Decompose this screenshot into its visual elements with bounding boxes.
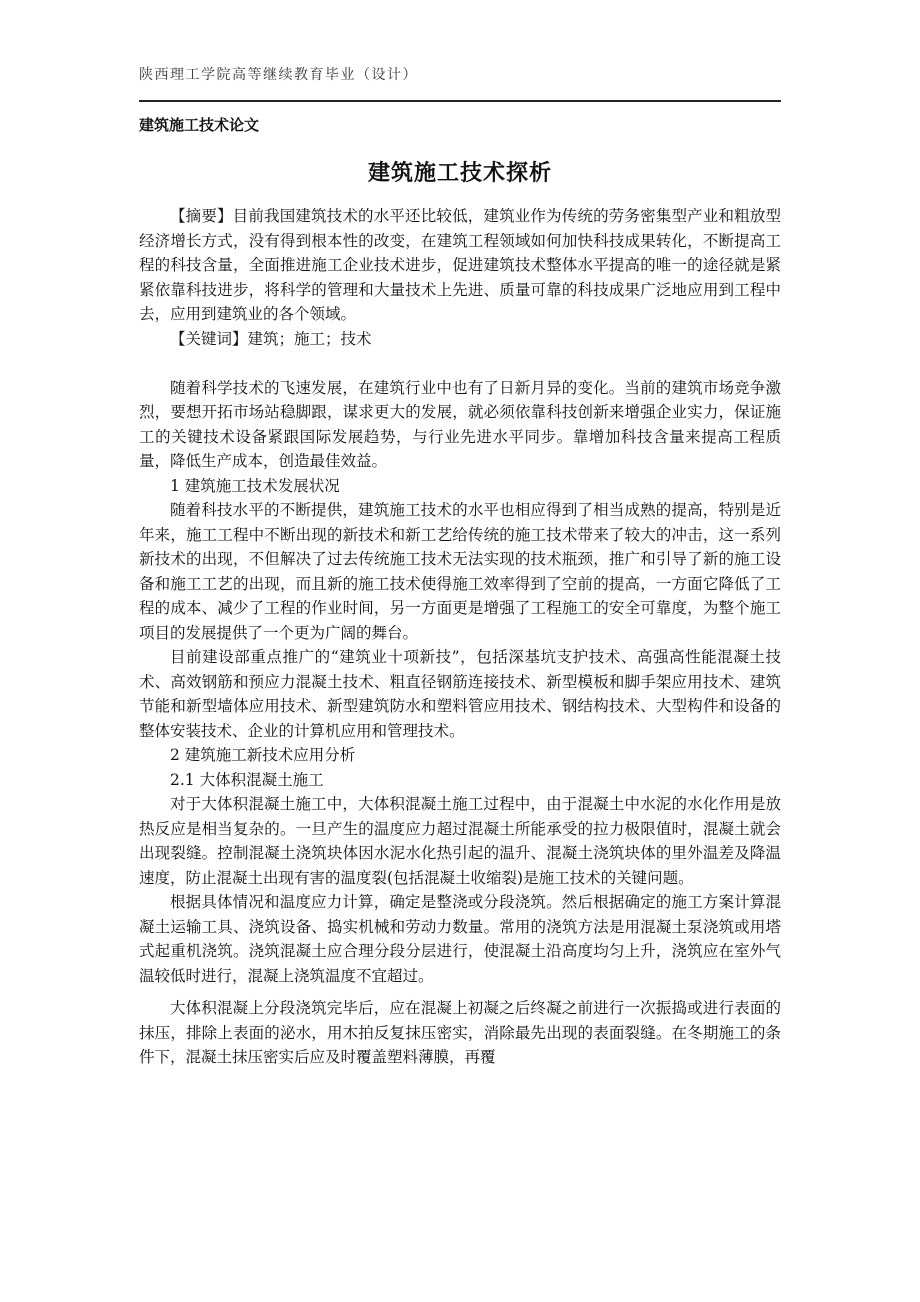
section-1-heading: 1 建筑施工技术发展状况 (170, 476, 340, 495)
section-1-paragraph: 随着科技水平的不断提供，建筑施工技术的水平也相应得到了相当成熟的提高，特别是近年来，施工工程中不断出现的新技术和新工艺给传统的施工技术带来了较大的冲击，这一系列新技术的出现，不但解决了过去传统施工技术无法实现的技术瓶颈，推广和引导了新的施工设备和施工工艺的出现，而且新的施工技术使得施工效率得到了空前的提高，一方面它降低了工程的成本、减少了工程的作业时间，另一方面更是增强了工程施工的安全可靠度，为整个施工项目的发展提供了一个更为广阔的舞台。 (139, 501, 781, 642)
document-category: 建筑施工技术论文 (139, 116, 260, 134)
abstract-paragraph: 【摘要】目前我国建筑技术的水平还比较低，建筑业作为传统的劳务密集型产业和粗放型经济增长方式，没有得到根本性的改变，在建筑工程领域如何加快科技成果转化，不断提高工程的科技含量，全面推进施工企业技术进步，促进建筑技术整体水平提高的唯一的途径就是紧紧依靠科技进步，将科学的管理和大量技术上先进、质量可靠的科技成果广泛地应用到工程中去，应用到建筑业的各个领域。 (139, 207, 781, 323)
document-body (139, 204, 781, 1070)
section-2-1-paragraph: 根据具体情况和温度应力计算，确定是整浇或分段浇筑。然后根据确定的施工方案计算混凝土运输工具、浇筑设备、捣实机械和劳动力数量。常用的浇筑方法是用混凝土泵浇筑或用塔式起重机浇筑。浇筑混凝土应合理分段分层进行，使混凝土沿高度均匀上升，浇筑应在室外气温较低时进行，混凝上浇筑温度不宜超过。 (139, 893, 781, 985)
section-1-paragraph: 目前建设部重点推广的“建筑业十项新技”，包括深基坑支护技术、高强高性能混凝土技术、高效钢筋和预应力混凝土技术、粗直径钢筋连接技术、新型模板和脚手架应用技术、建筑节能和新型墙体应用技术、新型建筑防水和塑料管应用技术、钢结构技术、大型构件和设备的整体安装技术、企业的计算机应用和管理技术。 (139, 648, 781, 740)
section-2-1-paragraph: 对于大体积混凝土施工中，大体积混凝土施工过程中，由于混凝土中水泥的水化作用是放热反应是相当复杂的。一旦产生的温度应力超过混凝土所能承受的拉力极限值时，混凝土就会出现裂缝。控制混凝土浇筑块体因水泥水化热引起的温升、混凝土浇筑块体的里外温差及降温速度，防止混凝土出现有害的温度裂(包括混凝土收缩裂)是施工技术的关键问题。 (139, 795, 781, 887)
blank-line (139, 351, 781, 376)
header-divider (139, 100, 781, 102)
paragraph-spacer (139, 988, 781, 996)
running-header: 陕西理工学院高等继续教育毕业（设计） (139, 67, 418, 83)
section-2-1-paragraph: 大体积混凝上分段浇筑完毕后，应在混凝上初凝之后终凝之前进行一次振捣或进行表面的抹压，排除上表面的泌水，用木拍反复抹压密实，消除最先出现的表面裂缝。在冬期施工的条件下，混凝土抹压密实后应及时覆盖塑料薄膜，再覆 (139, 999, 781, 1066)
intro-paragraph: 随着科学技术的飞速发展，在建筑行业中也有了日新月异的变化。当前的建筑市场竞争激烈，要想开拓市场站稳脚跟，谋求更大的发展，就必须依靠科技创新来增强企业实力，保证施工的关键技术设备紧跟国际发展趋势，与行业先进水平同步。靠增加科技含量来提高工程质量，降低生产成本，创造最佳效益。 (139, 378, 781, 470)
section-2-heading: 2 建筑施工新技术应用分析 (170, 746, 356, 764)
section-2-1-heading: 2.1 大体积混凝土施工 (170, 770, 324, 789)
document-title: 建筑施工技术探析 (367, 161, 552, 186)
keywords-line: 【关键词】建筑；施工；技术 (170, 329, 372, 348)
